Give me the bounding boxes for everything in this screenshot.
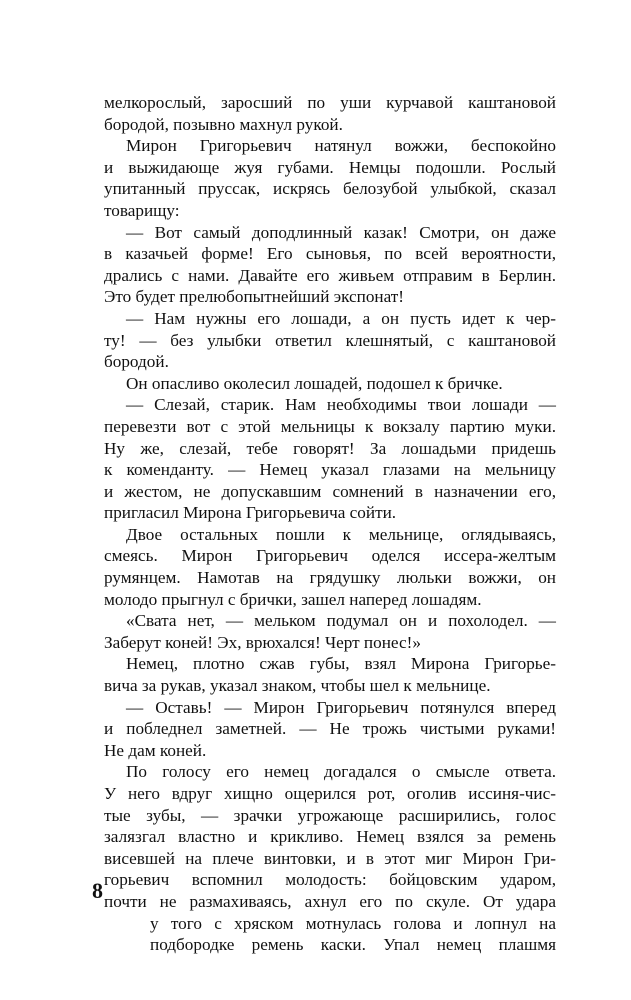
text-line: румянцем. Намотав на грядушку люльки вожжи, он — [104, 568, 556, 588]
text-line: дрались с нами. Давайте его живьем отправим в Берлин. — [104, 265, 556, 285]
text-line: товарищу: — [104, 200, 180, 220]
text-line: к коменданту. — Немец указал глазами на мельницу — [104, 460, 556, 480]
text-line: залязгал властно и крикливо. Немец взялся за ремень — [104, 827, 556, 847]
text-line: перевезти вот с этой мельницы к вокзалу партию муки. — [104, 416, 556, 436]
text-line: бородой, позывно махнул рукой. — [104, 114, 343, 134]
text-line: У него вдруг хищно ощерился рот, оголив иссиня-чис- — [104, 784, 556, 803]
text-line: смеясь. Мирон Григорьевич оделся иссера-желтым — [104, 546, 556, 566]
text-line: и выжидающе жуя губами. Немцы подошли. Рослый — [104, 157, 556, 177]
text-line: Это будет прелюбопытнейший экспонат! — [104, 287, 405, 307]
text-line: бородой. — [104, 352, 169, 372]
text-line: «Свата нет, — мельком подумал он и похолодел. — — [126, 611, 556, 631]
text-line: — Оставь! — Мирон Григорьевич потянулся вперед — [126, 697, 556, 717]
text-line: подбородке ремень каски. Упал немец плашмя — [150, 935, 556, 955]
text-line: у того с хряском мотнулась голова и лопнул на — [150, 913, 556, 933]
text-line: и жестом, не допускавшим сомнений в назначении его, — [104, 481, 556, 501]
page-number: 8 — [92, 878, 103, 903]
text-line: Немец, плотно сжав губы, взял Мирона Григорье- — [126, 654, 556, 674]
text-line: По голосу его немец догадался о смысле ответа. — [126, 762, 556, 782]
text-line: и побледнел заметней. — Не трожь чистыми руками! — [104, 719, 556, 739]
text-line: — Слезай, старик. Нам необходимы твои лошади — — [126, 395, 556, 415]
text-line: молодо прыгнул с брички, зашел наперед лошадям. — [104, 589, 482, 609]
text-line: почти не размахиваясь, ахнул его по скуле. От удара — [104, 891, 556, 911]
text-line: мелкорослый, заросший по уши курчавой каштановой — [104, 93, 556, 112]
text-line: висевшей на плече винтовки, и в этот миг Мирон Гри- — [104, 848, 556, 868]
text-line: упитанный пруссак, искрясь белозубой улыбкой, сказал — [104, 179, 556, 199]
text-line: Он опасливо околесил лошадей, подошел к бричке. — [126, 373, 503, 393]
text-body — [104, 92, 556, 956]
text-line: вича за рукав, указал знаком, чтобы шел к мельнице. — [104, 676, 491, 696]
text-line: — Нам нужны его лошади, а он пусть идет к чер- — [126, 308, 556, 328]
text-line: Двое остальных пошли к мельнице, оглядываясь, — [126, 524, 556, 544]
text-line: в казачьей форме! Его сыновья, по всей вероятности, — [104, 244, 556, 264]
text-line: тые зубы, — зрачки угрожающе расширились, голос — [104, 805, 556, 825]
text-line: Ну же, слезай, тебе говорят! За лошадьми придешь — [104, 438, 556, 458]
text-line: ту! — без улыбки ответил клешнятый, с каштановой — [104, 330, 556, 350]
text-line: — Вот самый доподлинный казак! Смотри, он даже — [126, 222, 556, 242]
text-line: горьевич вспомнил молодость: бойцовским ударом, — [104, 870, 556, 890]
text-line: Не дам коней. — [104, 740, 207, 760]
text-line: Заберут коней! Эх, врюхался! Черт понес!» — [104, 632, 421, 652]
text-line: Мирон Григорьевич натянул вожжи, беспокойно — [126, 136, 556, 156]
text-line: пригласил Мирона Григорьевича сойти. — [104, 503, 397, 523]
